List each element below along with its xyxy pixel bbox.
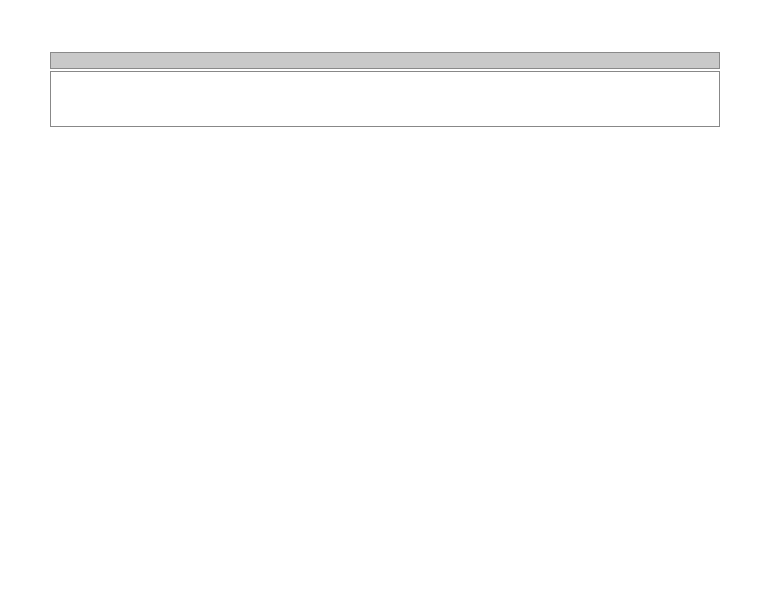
table-header [50,71,720,127]
document-title [111,53,719,68]
fedex-logo [51,53,111,68]
risk-sheet [50,52,720,127]
title-bar [50,52,720,69]
